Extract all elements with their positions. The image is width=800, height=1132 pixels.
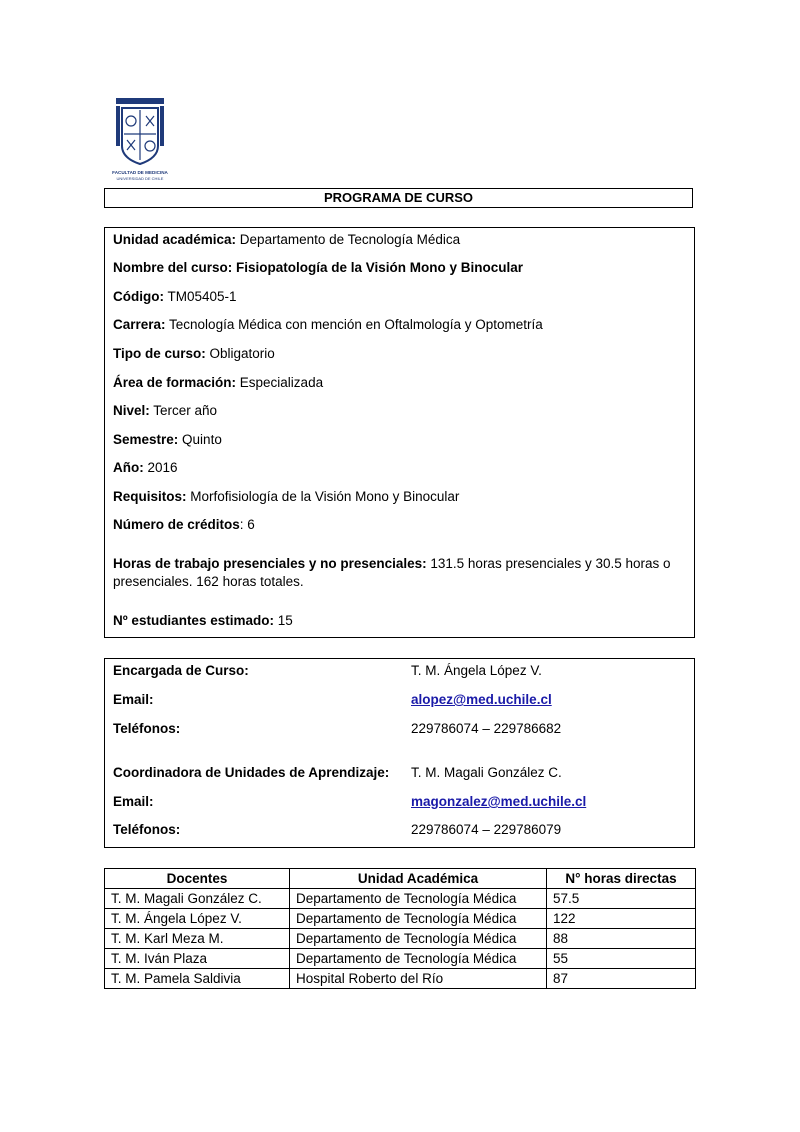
info-estudiantes: Nº estudiantes estimado: 15 — [113, 613, 293, 628]
cell-docente: T. M. Karl Meza M. — [105, 929, 290, 949]
info-area: Área de formación: Especializada — [113, 375, 324, 390]
cell-docente: T. M. Iván Plaza — [105, 949, 290, 969]
course-info-box — [104, 227, 695, 638]
cell-docente: T. M. Magali González C. — [105, 889, 290, 909]
encargada-label: Encargada de Curso: — [113, 663, 249, 678]
info-semestre: Semestre: Quinto — [113, 432, 222, 447]
encargada-value: T. M. Ángela López V. — [411, 663, 542, 678]
cell-horas: 55 — [547, 949, 696, 969]
crest-icon — [112, 96, 168, 182]
table-row — [105, 949, 696, 969]
logo-line2: UNIVERSIDAD DE CHILE — [116, 176, 164, 181]
table-row — [105, 929, 696, 949]
header-unidad: Unidad Académica — [290, 869, 547, 889]
info-requisitos: Requisitos: Morfofisiología de la Visión Mono y Binocular — [113, 489, 460, 504]
coordinadora-value: T. M. Magali González C. — [411, 765, 562, 780]
cell-unidad: Departamento de Tecnología Médica — [290, 949, 547, 969]
faculty-logo — [112, 96, 168, 182]
cell-horas: 87 — [547, 969, 696, 989]
docentes-table — [104, 868, 696, 989]
header-horas: N° horas directas — [547, 869, 696, 889]
header-docentes: Docentes — [105, 869, 290, 889]
info-ano: Año: 2016 — [113, 460, 178, 475]
tel1-value: 229786074 – 229786682 — [411, 721, 562, 736]
table-row — [105, 909, 696, 929]
cell-unidad: Departamento de Tecnología Médica — [290, 929, 547, 949]
info-horas: Horas de trabajo presenciales y no presenciales: 131.5 horas presenciales y 30.5 horas o presenciales. 162 horas totales. — [113, 556, 671, 589]
email2-label: Email: — [113, 794, 154, 809]
cell-unidad: Departamento de Tecnología Médica — [290, 889, 547, 909]
cell-unidad: Departamento de Tecnología Médica — [290, 909, 547, 929]
email1-link[interactable]: alopez@med.uchile.cl — [411, 692, 552, 707]
cell-docente: T. M. Ángela López V. — [105, 909, 290, 929]
cell-horas: 57.5 — [547, 889, 696, 909]
cell-horas: 88 — [547, 929, 696, 949]
contacts-box — [104, 658, 695, 848]
email1-label: Email: — [113, 692, 154, 707]
info-codigo: Código: TM05405-1 — [113, 289, 237, 304]
cell-horas: 122 — [547, 909, 696, 929]
email2-link[interactable]: magonzalez@med.uchile.cl — [411, 794, 587, 809]
info-nombre: Nombre del curso: Fisiopatología de la Visión Mono y Binocular — [113, 260, 524, 275]
table-header-row — [105, 869, 696, 889]
info-unidad: Unidad académica: Departamento de Tecnología Médica — [113, 232, 461, 247]
tel2-label: Teléfonos: — [113, 822, 181, 837]
tel2-value: 229786074 – 229786079 — [411, 822, 562, 837]
table-row — [105, 889, 696, 909]
info-carrera: Carrera: Tecnología Médica con mención en Oftalmología y Optometría — [113, 317, 543, 332]
info-tipo: Tipo de curso: Obligatorio — [113, 346, 275, 361]
info-nivel: Nivel: Tercer año — [113, 403, 218, 418]
page-title: PROGRAMA DE CURSO — [104, 188, 693, 208]
logo-line1: FACULTAD DE MEDICINA — [112, 170, 168, 175]
coordinadora-label: Coordinadora de Unidades de Aprendizaje: — [113, 765, 390, 780]
cell-docente: T. M. Pamela Saldivia — [105, 969, 290, 989]
cell-unidad: Hospital Roberto del Río — [290, 969, 547, 989]
table-row — [105, 969, 696, 989]
tel1-label: Teléfonos: — [113, 721, 181, 736]
info-creditos: Número de créditos: 6 — [113, 517, 255, 532]
